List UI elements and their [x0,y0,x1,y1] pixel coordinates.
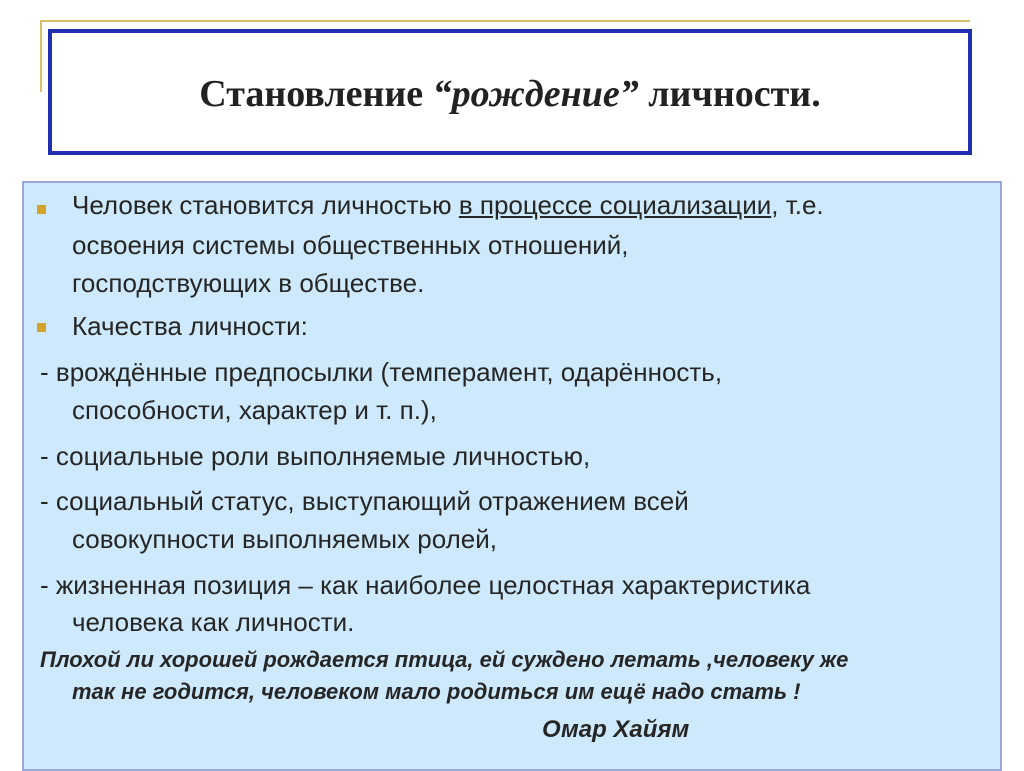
d4-line2: человека как личности. [72,607,355,637]
title-part1: Становление [199,73,433,115]
d2-line1: - социальные роли выполняемые личностью, [40,441,591,471]
p1-line2: освоения системы общественных отношений, [72,230,629,260]
d1-line2: способности, характер и т. п.), [72,395,437,425]
quote-author: Омар Хайям [542,716,690,743]
p1-underlined: в процессе социализации [458,190,772,220]
square-bullet-icon [37,205,46,214]
title-part2: личности. [638,73,821,115]
decor-line-top [40,20,970,22]
slide-title [52,72,968,116]
p1-line1 [72,189,824,221]
d3-line1: - социальный статус, выступающий отражением всей [40,486,689,516]
quote-line1: Плохой ли хорошей рождается птица, ей суждено летать ,человеку же [40,647,849,672]
p1-line1-a: Человек становится личностью [72,190,459,220]
title-italic: “рождение” [432,73,639,115]
p2-line1: Качества личности: [72,311,308,341]
title-box [48,29,972,155]
d1-line1: - врождённые предпосылки (темперамент, одарённость, [40,357,723,387]
square-bullet-icon [37,323,46,332]
d4-line1: - жизненная позиция – как наиболее целостная характеристика [40,570,811,600]
d3-line2: совокупности выполняемых ролей, [72,524,498,554]
p1-line1-b: , т.е. [771,190,824,220]
decor-line-left [40,20,42,92]
quote-line2: так не годится, человеком мало родиться им ещё надо стать ! [72,679,801,704]
p1-line3: господствующих в обществе. [72,268,425,298]
content-box [22,181,1002,771]
